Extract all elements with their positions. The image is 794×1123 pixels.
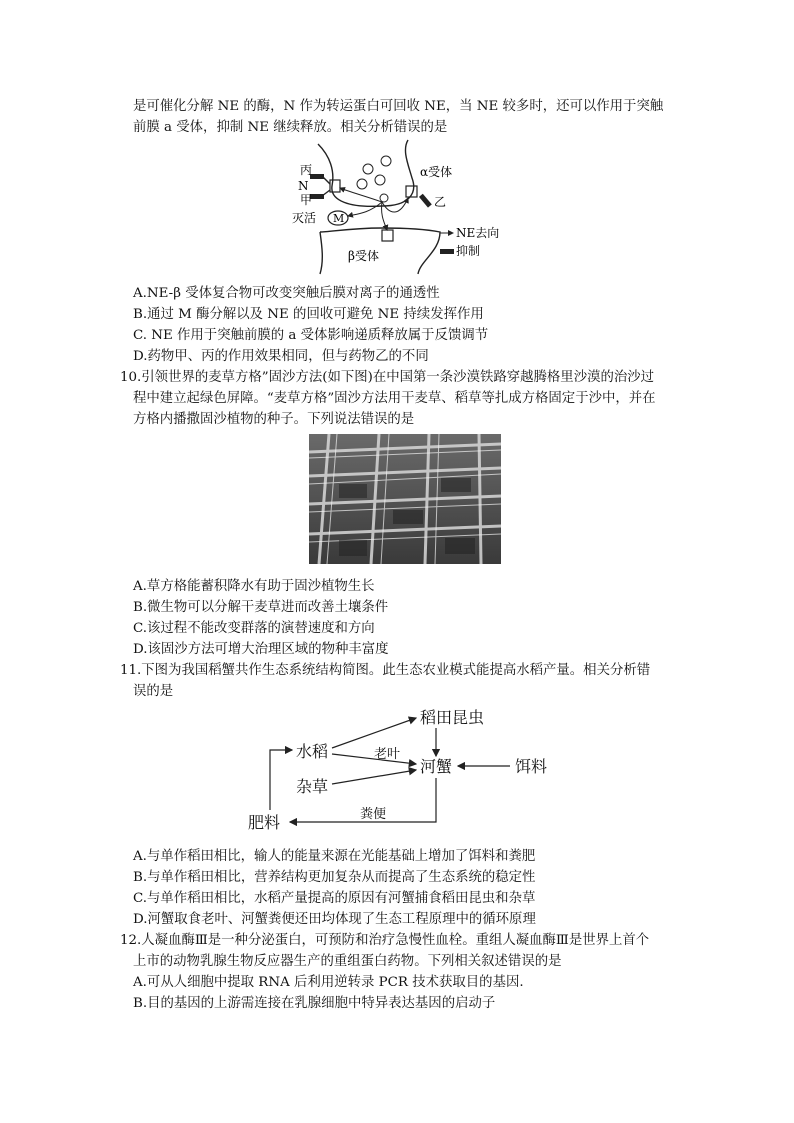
q10-line-1: 10.引领世界的麦草方格”固沙方法(如下图)在中国第一条沙漠铁路穿越腾格里沙漠的治沙过 <box>120 370 655 385</box>
q11-option-b: B.与单作稻田相比，营养结构更加复杂从而提高了生态系统的稳定性 <box>133 870 536 885</box>
q11-option-d: D.河蟹取食老叶、河蟹粪便还田均体现了生态工程原理中的循环原理 <box>133 912 536 927</box>
q10-option-c: C.该过程不能改变群落的演替速度和方向 <box>133 621 375 636</box>
arrow-rice-to-insect <box>332 718 416 748</box>
beta-receptor <box>382 230 393 241</box>
q10-option-b: B.微生物可以分解干麦草进而改善土壤条件 <box>133 600 389 615</box>
label-alpha: α受体 <box>420 165 453 179</box>
legend-ne: NE去向 <box>456 226 500 240</box>
q12-option-b: B.目的基因的上游需连接在乳腺细胞中特异表达基因的启动子 <box>133 996 496 1011</box>
q11-option-a: A.与单作稻田相比，输人的能量来源在光能基础上增加了饵料和粪肥 <box>133 849 536 864</box>
node-rice-insect: 稻田昆虫 <box>420 708 485 727</box>
q11-line-1: 11.下图为我国稻蟹共作生态系统结构简图。此生态农业模式能提高水稻产量。相关分析错 <box>120 663 651 678</box>
q9-intro-line-1: 是可催化分解 NE 的酶，N 作为转运蛋白可回收 NE，当 NE 较多时，还可以作用于突触 <box>133 99 664 114</box>
q12-line-1: 12.人凝血酶Ⅲ是一种分泌蛋白，可预防和治疗急慢性血栓。重组人凝血酶Ⅲ是世界上首个 <box>120 933 650 948</box>
edge-label-manure: 粪便 <box>360 807 387 822</box>
arrow-fertilizer-to-rice <box>270 750 292 810</box>
label-miehuo: 灭活 <box>292 211 317 225</box>
rice-crab-diagram <box>240 700 570 835</box>
inhibitor-jia <box>310 194 324 199</box>
q9-option-d: D.药物甲、丙的作用效果相同，但与药物乙的不同 <box>133 349 429 364</box>
node-fertilizer: 肥料 <box>248 813 281 832</box>
q10-line-2: 程中建立起绿色屏障。“麦草方格”固沙方法用干麦草、稻草等扎成方格固定于沙中，并在 <box>133 391 656 406</box>
q9-intro-line-2: 前膜 a 受体，抑制 NE 继续释放。相关分析错误的是 <box>133 120 448 135</box>
label-beta: β受体 <box>348 249 379 263</box>
inhibitor-yi <box>419 194 432 208</box>
label-yi: 乙 <box>434 195 447 209</box>
q11-line-2: 误的是 <box>133 684 174 699</box>
node-crab: 河蟹 <box>420 757 453 776</box>
q9-option-a: A.NE-β 受体复合物可改变突触后膜对离子的通透性 <box>133 286 440 301</box>
edge-label-old-leaf: 老叶 <box>374 747 401 762</box>
node-weed: 杂草 <box>296 777 329 796</box>
legend-inhibit: 抑制 <box>456 244 481 258</box>
arrow-weed-to-crab <box>332 770 416 784</box>
q9-option-b: B.通过 M 酶分解以及 NE 的回收可避免 NE 持续发挥作用 <box>133 307 484 322</box>
synapse-figure <box>290 136 520 276</box>
label-jia: 甲 <box>300 193 313 207</box>
q12-line-2: 上市的动物乳腺生物反应器生产的重组蛋白药物。下列相关叙述错误的是 <box>133 954 562 969</box>
label-bing: 丙 <box>300 163 313 177</box>
postsynaptic-membrane <box>320 228 440 274</box>
q11-option-c: C.与单作稻田相比，水稻产量提高的原因有河蟹捕食稻田昆虫和杂草 <box>133 891 536 906</box>
enzyme-m-label: M <box>333 212 345 225</box>
q9-option-c: C. NE 作用于突触前膜的 a 受体影响递质释放属于反馈调节 <box>133 328 489 343</box>
label-n: N <box>298 179 309 193</box>
legend-inhibit-icon <box>440 249 454 254</box>
q10-line-3: 方格内播撒固沙植物的种子。下列说法错误的是 <box>133 412 415 427</box>
q10-option-d: D.该固沙方法可增大治理区域的物种丰富度 <box>133 642 389 657</box>
node-feed: 饵料 <box>515 757 548 776</box>
node-rice: 水稻 <box>296 742 329 761</box>
q10-option-a: A.草方格能蓄积降水有助于固沙植物生长 <box>133 579 375 594</box>
straw-checkerboard-photo <box>309 434 501 564</box>
q12-option-a: A.可从人细胞中提取 RNA 后利用逆转录 PCR 技术获取目的基因. <box>133 975 524 990</box>
